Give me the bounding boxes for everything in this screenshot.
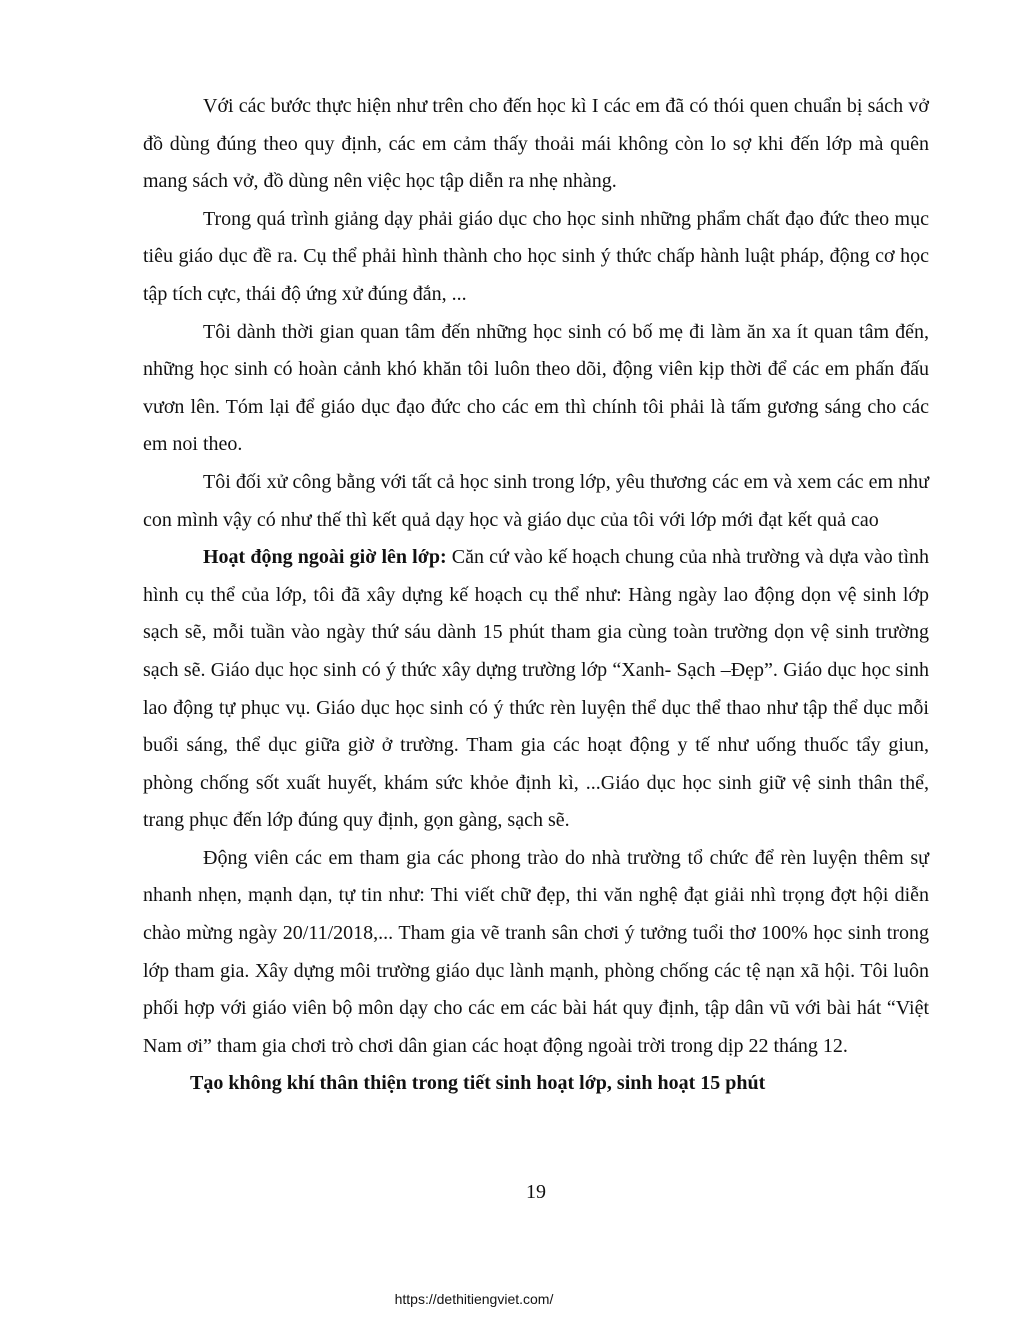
footer-url-link[interactable]: https://dethitiengviet.com/ [394, 1291, 554, 1307]
extracurricular-title: Hoạt động ngoài giờ lên lớp: [203, 546, 447, 569]
page-number: 19 [526, 1181, 546, 1203]
extracurricular-text: Căn cứ vào kế hoạch chung của nhà trường và dựa vào tình hình cụ thể của lớp, tôi đã xây dựng kế hoạch cụ thể như: Hàng ngày lao động dọn vệ sinh lớp sạch sẽ, mỗi tuần vào ngày thứ sáu dành 15 phút tham gia cùng toàn trường dọn vệ sinh trường sạch sẽ. Giáo dục học sinh có ý thức xây dựng trường lớp “Xanh- Sạch –Đẹp”. Giáo dục học sinh lao động tự phục vụ. Giáo dục học sinh có ý thức rèn luyện thể dục thể thao như tập thể dục mỗi buổi sáng, thể dục giữa giờ ở trường. Tham gia các hoạt động y tế như uống thuốc tẩy giun, phòng chống sốt xuất huyết, khám sức khỏe định kì, ...Giáo dục học sinh giữ vệ sinh thân thể, trang phục đến lớp đúng quy định, gọn gàng, sạch sẽ. [143, 546, 929, 832]
paragraph-extracurricular [143, 539, 929, 840]
paragraph-moral-education: Trong quá trình giảng dạy phải giáo dục cho học sinh những phẩm chất đạo đức theo mục tiêu giáo dục đề ra. Cụ thể phải hình thành cho học sinh ý thức chấp hành luật pháp, động cơ học tập tích cực, thái độ ứng xử đúng đắn, ... [143, 207, 929, 305]
paragraph-student-care: Tôi dành thời gian quan tâm đến những học sinh có bố mẹ đi làm ăn xa ít quan tâm đến, những học sinh có hoàn cảnh khó khăn tôi luôn theo dõi, động viên kịp thời để các em phấn đấu vươn lên. Tóm lại để giáo dục đạo đức cho các em thì chính tôi phải là tấm gương sáng cho các em noi theo. [143, 320, 929, 456]
document-body [143, 88, 929, 1103]
paragraph-fairness: Tôi đối xử công bằng với tất cả học sinh trong lớp, yêu thương các em và xem các em như con mình vậy có như thế thì kết quả dạy học và giáo dục của tôi với lớp mới đạt kết quả cao [143, 470, 929, 531]
section-heading: Tạo không khí thân thiện trong tiết sinh hoạt lớp, sinh hoạt 15 phút [190, 1072, 766, 1095]
paragraph-encouragement: Động viên các em tham gia các phong trào do nhà trường tổ chức để rèn luyện thêm sự nhanh nhẹn, mạnh dạn, tự tin như: Thi viết chữ đẹp, thi văn nghệ đạt giải nhì trọng đợt hội diễn chào mừng ngày 20/11/2018,... Tham gia vẽ tranh sân chơi ý tưởng tuổi thơ 100% học sinh trong lớp tham gia. Xây dựng môi trường giáo dục lành mạnh, phòng chống các tệ nạn xã hội. Tôi luôn phối hợp với giáo viên bộ môn dạy cho các em các bài hát quy định, tập dân vũ với bài hát “Việt Nam ơi” tham gia chơi trò chơi dân gian các hoạt động ngoài trời trong dịp 22 tháng 12. [143, 846, 929, 1057]
paragraph-preparation: Với các bước thực hiện như trên cho đến học kì I các em đã có thói quen chuẩn bị sách vở đồ dùng đúng theo quy định, các em cảm thấy thoải mái không còn lo sợ khi đến lớp mà quên mang sách vở, đồ dùng nên việc học tập diễn ra nhẹ nhàng. [143, 95, 929, 193]
